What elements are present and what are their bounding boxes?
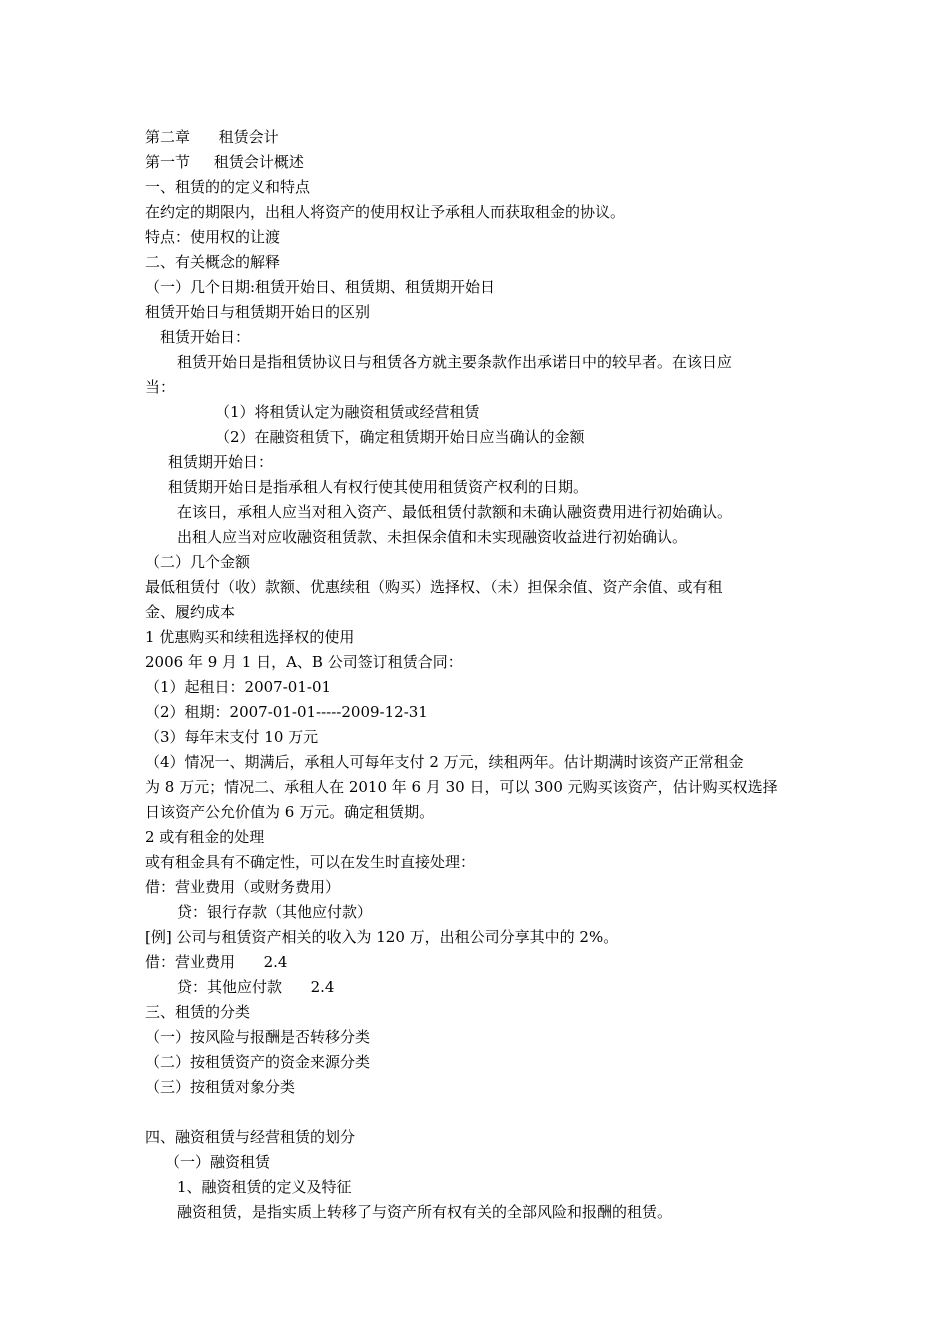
paragraph-text: 日该资产公允价值为 6 万元。确定租赁期。: [145, 803, 435, 821]
journal-entry-debit: 借：营业费用（或财务费用）: [145, 878, 341, 896]
list-item: （三）按租赁对象分类: [145, 1078, 296, 1096]
heading-concepts: 二、有关概念的解释: [145, 253, 281, 271]
paragraph-text: 租赁期开始日：: [168, 453, 274, 471]
list-item: （2）在融资租赁下，确定租赁期开始日应当确认的金额: [215, 428, 585, 446]
paragraph-text: 或有租金具有不确定性，可以在发生时直接处理：: [145, 853, 476, 871]
paragraph-text: 为 8 万元；情况二、承租人在 2010 年 6 月 30 日，可以 300 元购买该资产，估计购买权选择: [145, 778, 778, 796]
journal-entry-credit: 贷：银行存款（其他应付款）: [177, 903, 373, 921]
paragraph-text: 金、履约成本: [145, 603, 236, 621]
subheading-finance-lease: （一）融资租赁: [165, 1153, 271, 1171]
list-item: （1）将租赁认定为融资租赁或经营租赁: [215, 403, 480, 421]
list-item: （一）按风险与报酬是否转移分类: [145, 1028, 371, 1046]
list-item: （二）按租赁资产的资金来源分类: [145, 1053, 371, 1071]
list-item: （1）起租日：2007-01-01: [145, 678, 332, 696]
journal-entry-debit: 借：营业费用 2.4: [145, 953, 288, 971]
heading-definition: 一、租赁的的定义和特点: [145, 178, 311, 196]
heading-division: 四、融资租赁与经营租赁的划分: [145, 1128, 356, 1146]
subheading-definition: 1、融资租赁的定义及特征: [177, 1178, 352, 1196]
journal-entry-credit: 贷：其他应付款 2.4: [177, 978, 335, 996]
paragraph-text: 融资租赁，是指实质上转移了与资产所有权有关的全部风险和报酬的租赁。: [177, 1203, 673, 1221]
example-text: [例] 公司与租赁资产相关的收入为 120 万，出租公司分享其中的 2%。: [145, 928, 619, 946]
paragraph-text: 当：: [145, 378, 176, 396]
subheading-contingent-rent: 2 或有租金的处理: [145, 828, 265, 846]
paragraph-text: 租赁开始日：: [160, 328, 251, 346]
paragraph-text: 特点：使用权的让渡: [145, 228, 281, 246]
list-item: （2）租期：2007-01-01-----2009-12-31: [145, 703, 428, 721]
heading-classification: 三、租赁的分类: [145, 1003, 251, 1021]
list-item: （3）每年末支付 10 万元: [145, 728, 319, 746]
paragraph-text: 租赁开始日是指租赁协议日与租赁各方就主要条款作出承诺日中的较早者。在该日应: [177, 353, 733, 371]
subheading-dates: （一）几个日期:租赁开始日、租赁期、租赁期开始日: [145, 278, 496, 296]
paragraph-text: 在约定的期限内，出租人将资产的使用权让予承租人而获取租金的协议。: [145, 203, 626, 221]
section-title: 第一节 租赁会计概述: [145, 153, 304, 171]
paragraph-text: 在该日，承租人应当对租入资产、最低租赁付款额和未确认融资费用进行初始确认。: [177, 503, 733, 521]
subheading-option: 1 优惠购买和续租选择权的使用: [145, 628, 355, 646]
paragraph-text: 2006 年 9 月 1 日，A、B 公司签订租赁合同：: [145, 653, 463, 671]
paragraph-text: 租赁期开始日是指承租人有权行使其使用租赁资产权利的日期。: [168, 478, 589, 496]
paragraph-text: 出租人应当对应收融资租赁款、未担保余值和未实现融资收益进行初始确认。: [177, 528, 688, 546]
subheading-amounts: （二）几个金额: [145, 553, 251, 571]
chapter-title: 第二章 租赁会计: [145, 128, 279, 146]
paragraph-text: 最低租赁付（收）款额、优惠续租（购买）选择权、（未）担保余值、资产余值、或有租: [145, 578, 723, 596]
paragraph-text: 租赁开始日与租赁期开始日的区别: [145, 303, 371, 321]
list-item: （4）情况一、期满后，承租人可每年支付 2 万元，续租两年。估计期满时该资产正常租金: [145, 753, 744, 771]
